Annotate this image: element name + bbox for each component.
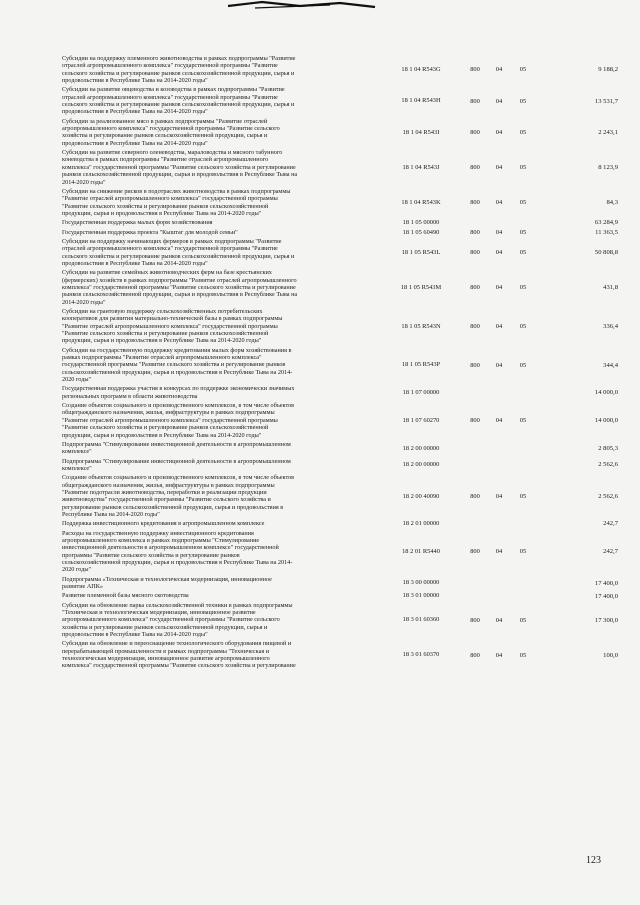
table-row — [62, 520, 632, 527]
scan-mark — [0, 0, 640, 14]
row-section: 04 — [495, 616, 503, 624]
row-section: 04 — [495, 128, 503, 136]
row-description: Государственная поддержка участия в конкурсах по поддержке экономически значимых региональных программ в области животноводства — [62, 385, 295, 400]
row-target-code: 18 1 04 R543H — [401, 97, 441, 105]
row-amount: 2 805,3 — [598, 444, 618, 452]
row-subsection: 05 — [519, 249, 527, 257]
row-subsection: 05 — [519, 284, 527, 292]
row-description: Подпрограмма "Стимулирование инвестиционной деятельности в агропромышленном комплексе" — [62, 440, 291, 456]
table-row — [62, 602, 632, 639]
row-target-code: 18 3 00 00000 — [402, 579, 440, 587]
row-expense-type: 800 — [470, 284, 480, 292]
row-target-code: 18 2 00 00000 — [402, 461, 440, 469]
table-row — [62, 385, 632, 400]
row-description: Подпрограмма «Техническая и технологическая модернизация, инновационное развитие АПК» — [62, 575, 272, 591]
row-target-code: 18 2 01 R5440 — [402, 547, 440, 555]
row-subsection: 05 — [519, 416, 527, 424]
row-target-code: 18 1 05 R543P — [401, 361, 441, 369]
row-target-code: 18 1 07 60270 — [402, 416, 440, 424]
row-description: Государственная поддержка проекта "Кыштаг для молодой семьи" — [62, 228, 238, 236]
table-row — [62, 592, 632, 599]
row-section: 04 — [495, 492, 503, 500]
row-expense-type: 800 — [470, 322, 480, 330]
table-row — [62, 219, 632, 226]
row-description: Субсидии на поддержку начинающих фермеров в рамках подпрограммы "Развитие отраслей агропромышленного комплекса" государственной программы "Развитие сельского хозяйства и регулирование рынков сельскохозяйственной продукции, сырья и продовольствия в Республике Тыва на 2014-2020 годы" — [62, 237, 295, 267]
table-row — [62, 458, 632, 473]
row-target-code: 18 2 00 40090 — [402, 492, 440, 500]
table-row — [62, 269, 632, 306]
row-description: Расходы на государственную поддержку инвестиционного кредитования агропромышленного комплекса в рамках подпрограммы "Стимулирование инвестиционной деятельности в агропромышленном комплексе" государственной программы "Развитие сельского хозяйства и регулирование рынков сельскохозяйственной продукции, сырья и продовольствия в Республике Тыва на 2014- 2020 годы" — [62, 529, 293, 574]
row-amount: 17 400,0 — [594, 579, 618, 587]
row-subsection: 05 — [519, 322, 527, 330]
table-row — [62, 474, 632, 518]
row-amount: 17 300,0 — [594, 616, 618, 624]
row-expense-type: 800 — [470, 416, 480, 424]
row-target-code: 18 2 01 00000 — [402, 520, 440, 528]
row-description: Субсидии за реализованное мясо в рамках подпрограммы "Развитие отраслей агропромышленного комплекса" государственной программы "Развитие сельского хозяйства и регулирование рынков сельскохозяйственной продукции, сырья и продовольствия в Республике Тыва на 2014-2020 годы" — [62, 117, 280, 147]
table-row — [62, 576, 632, 591]
row-subsection: 05 — [519, 548, 527, 556]
row-description: Создание объектов социального и производственного комплексов, в том числе объектов общегражданского назначения, жилья, инфраструктуры в рамках подпрограммы "Развитие подотрасли животноводства, переработки и реализации продукции животноводства" государственной программы "Развитие сельского хозяйства и регулирование рынков сельскохозяйственной продукции, сырья и продовольствия в Республике Тыва на 2014-2020 годы" — [62, 474, 295, 518]
table-row — [62, 347, 632, 384]
row-expense-type: 800 — [470, 128, 480, 136]
row-description: Государственная поддержка малых форм хозяйствования — [62, 219, 213, 227]
row-description: Подпрограмма "Стимулирование инвестиционной деятельности в агропромышленном комплексе" — [62, 457, 291, 472]
row-subsection: 05 — [519, 651, 527, 659]
table-row — [62, 55, 632, 84]
row-description: Создание объектов социального и производственного комплексов, в том числе объектов общегражданского назначения, жилья, инфраструктуры в рамках подпрограммы "Развитие отраслей агропромышленного комплекса" государственной программы "Развитие сельского хозяйства и регулирование рынков сельскохозяйственной продукции, сырья и продовольствия в Республике Тыва на 2014-2020 годы" — [62, 402, 295, 439]
row-amount: 8 123,9 — [598, 163, 618, 171]
row-amount: 100,0 — [603, 651, 618, 659]
row-description: Субсидии на обновление и переоснащение технологического оборудования пищевой и перерабатывающей промышленности в рамках подпрограммы "Техническая и технологическая модернизация, инновационное развитие агропромышленного комплекса" государственной программы "Развитие сельского хозяйства и регулирование — [62, 640, 296, 670]
row-target-code: 18 1 05 R543L — [401, 248, 441, 256]
row-target-code: 18 1 05 R543M — [400, 283, 442, 291]
row-amount: 2 562,6 — [598, 492, 618, 500]
row-amount: 9 188,2 — [598, 66, 618, 74]
row-description: Субсидии на поддержку племенного животноводства в рамках подпрограммы "Развитие отраслей агропромышленного комплекса" государственной программы "Развитие сельского хозяйства и регулирование рынков сельскохозяйственной продукции, сырья и продовольствия в Республике Тыва на 2014-2020 годы" — [62, 55, 296, 85]
row-target-code: 18 1 07 00000 — [402, 389, 440, 397]
row-expense-type: 800 — [470, 651, 480, 659]
row-section: 04 — [495, 361, 503, 369]
row-expense-type: 800 — [470, 199, 480, 207]
row-target-code: 18 1 04 R543J — [402, 163, 440, 171]
row-subsection: 05 — [519, 97, 527, 105]
row-subsection: 05 — [519, 492, 527, 500]
row-expense-type: 800 — [470, 492, 480, 500]
row-amount: 2 243,1 — [598, 128, 618, 136]
row-amount: 11 363,5 — [595, 228, 618, 236]
row-amount: 63 284,9 — [594, 219, 618, 227]
row-target-code: 18 3 01 60360 — [402, 616, 440, 624]
row-expense-type: 800 — [470, 361, 480, 369]
row-amount: 336,4 — [603, 322, 618, 330]
row-target-code: 18 1 04 R543I — [402, 128, 440, 136]
table-row — [62, 229, 632, 236]
row-section: 04 — [495, 548, 503, 556]
row-amount: 242,7 — [603, 520, 618, 528]
row-expense-type: 800 — [470, 548, 480, 556]
row-description: Развитие племенной базы мясного скотоводства — [62, 592, 189, 600]
row-amount: 17 400,0 — [594, 592, 618, 600]
row-description: Субсидии на государственную поддержку кредитования малых форм хозяйствования в рамках подпрограммы "Развитие отраслей агропромышленного комплекса" государственной программы "Развитие сельского хозяйства и регулирование рынков сельскохозяйственной продукции, сырья и продовольствия в Республике Тыва на 2014- 2020 годы" — [62, 346, 293, 384]
row-expense-type: 800 — [470, 97, 480, 105]
table-row — [62, 238, 632, 267]
row-target-code: 18 3 01 60370 — [402, 651, 440, 659]
table-row — [62, 640, 632, 669]
row-description: Субсидии на грантовую поддержку сельскохозяйственных потребительских кооперативов для развития материально-технической базы в рамках подпрограммы "Развитие отраслей агропромышленного комплекса" государственной программы "Развитие сельского хозяйства и регулирование рынков сельскохозяйственной продукции, сырья и продовольствия в Республике Тыва на 2014-2020 годы" — [62, 308, 283, 345]
row-section: 04 — [495, 66, 503, 74]
row-subsection: 05 — [519, 361, 527, 369]
row-section: 04 — [495, 163, 503, 171]
table-row — [62, 402, 632, 439]
row-description: Субсидии на развитие овцеводства и козоводства в рамках подпрограммы "Развитие отраслей агропромышленного комплекса" государственной программы "Развитие сельского хозяйства и регулирование рынков сельскохозяйственной продукции, сырья и продовольствия в Республике Тыва на 2014-2020 годы" — [62, 86, 295, 116]
row-target-code: 18 1 05 60490 — [402, 228, 440, 236]
row-section: 04 — [495, 249, 503, 257]
row-subsection: 05 — [519, 163, 527, 171]
row-amount: 2 562,6 — [598, 461, 618, 469]
row-section: 04 — [495, 199, 503, 207]
table-row — [62, 530, 632, 574]
row-section: 04 — [495, 651, 503, 659]
row-target-code: 18 1 04 R543K — [401, 198, 441, 206]
row-subsection: 05 — [519, 66, 527, 74]
row-amount: 50 808,8 — [594, 249, 618, 257]
row-expense-type: 800 — [470, 249, 480, 257]
row-amount: 242,7 — [603, 548, 618, 556]
page-number: 123 — [586, 855, 601, 866]
row-amount: 13 531,7 — [594, 97, 618, 105]
row-description: Субсидии на снижение рисков в подотраслях животноводства в рамках подпрограммы "Развитие отраслей агропромышленного комплекса" государственной программы "Развитие сельского хозяйства и регулирование рынков сельскохозяйственной продукции, сырья и продовольствия в Республике Тыва на 2014-2020 годы" — [62, 187, 291, 217]
row-subsection: 05 — [519, 128, 527, 136]
row-section: 04 — [495, 228, 503, 236]
row-section: 04 — [495, 284, 503, 292]
table-row — [62, 149, 632, 186]
row-target-code: 18 1 04 R543G — [401, 66, 441, 74]
table-row — [62, 118, 632, 147]
row-target-code: 18 3 01 00000 — [402, 592, 440, 600]
row-expense-type: 800 — [470, 66, 480, 74]
row-subsection: 05 — [519, 228, 527, 236]
row-description: Субсидии на обновление парка сельскохозяйственной техники в рамках подпрограммы "Техническая и технологическая модернизация, инновационное развитие агропромышленного комплекса" государственной программы "Развитие сельского хозяйства и регулирование рынков сельскохозяйственной продукции, сырья и продовольствия в Республике Тыва на 2014-2020 годы" — [62, 601, 293, 639]
row-description: Поддержка инвестиционного кредитования в агропромышленном комплексе — [62, 520, 265, 528]
row-subsection: 05 — [519, 616, 527, 624]
row-expense-type: 800 — [470, 163, 480, 171]
table-row — [62, 86, 632, 115]
row-amount: 14 000,0 — [594, 416, 618, 424]
row-description: Субсидии на развитие северного оленеводства, мараловодства и мясного табунного коневодства в рамках подпрограммы "Развитие отраслей агропромышленного комплекса" государственной программы "Развитие сельского хозяйства и регулирование рынков сельскохозяйственной продукции, сырья и продовольствия в Республике Тыва на 2014-2020 годы" — [62, 149, 298, 186]
row-amount: 344,4 — [603, 361, 618, 369]
table-row — [62, 441, 632, 456]
row-section: 04 — [495, 97, 503, 105]
row-target-code: 18 2 00 00000 — [402, 444, 440, 452]
row-expense-type: 800 — [470, 228, 480, 236]
row-amount: 431,8 — [603, 284, 618, 292]
row-target-code: 18 1 05 R543N — [401, 322, 441, 330]
row-amount: 14 000,0 — [594, 389, 618, 397]
table-row — [62, 308, 632, 345]
table-row — [62, 188, 632, 217]
row-section: 04 — [495, 416, 503, 424]
row-description: Субсидии на развитие семейных животноводческих ферм на базе крестьянских (фермерских) хозяйств в рамках подпрограммы "Развитие отраслей агропромышленного комплекса" государственной программы "Развитие сельского хозяйства и регулирование рынков сельскохозяйственной продукции, сырья и продовольствия в Республике Тыва на 2014-2020 годы" — [62, 269, 298, 306]
row-subsection: 05 — [519, 199, 527, 207]
row-expense-type: 800 — [470, 616, 480, 624]
row-section: 04 — [495, 322, 503, 330]
budget-table — [62, 55, 632, 672]
row-target-code: 18 1 05 00000 — [402, 219, 440, 227]
row-amount: 84,3 — [606, 199, 618, 207]
